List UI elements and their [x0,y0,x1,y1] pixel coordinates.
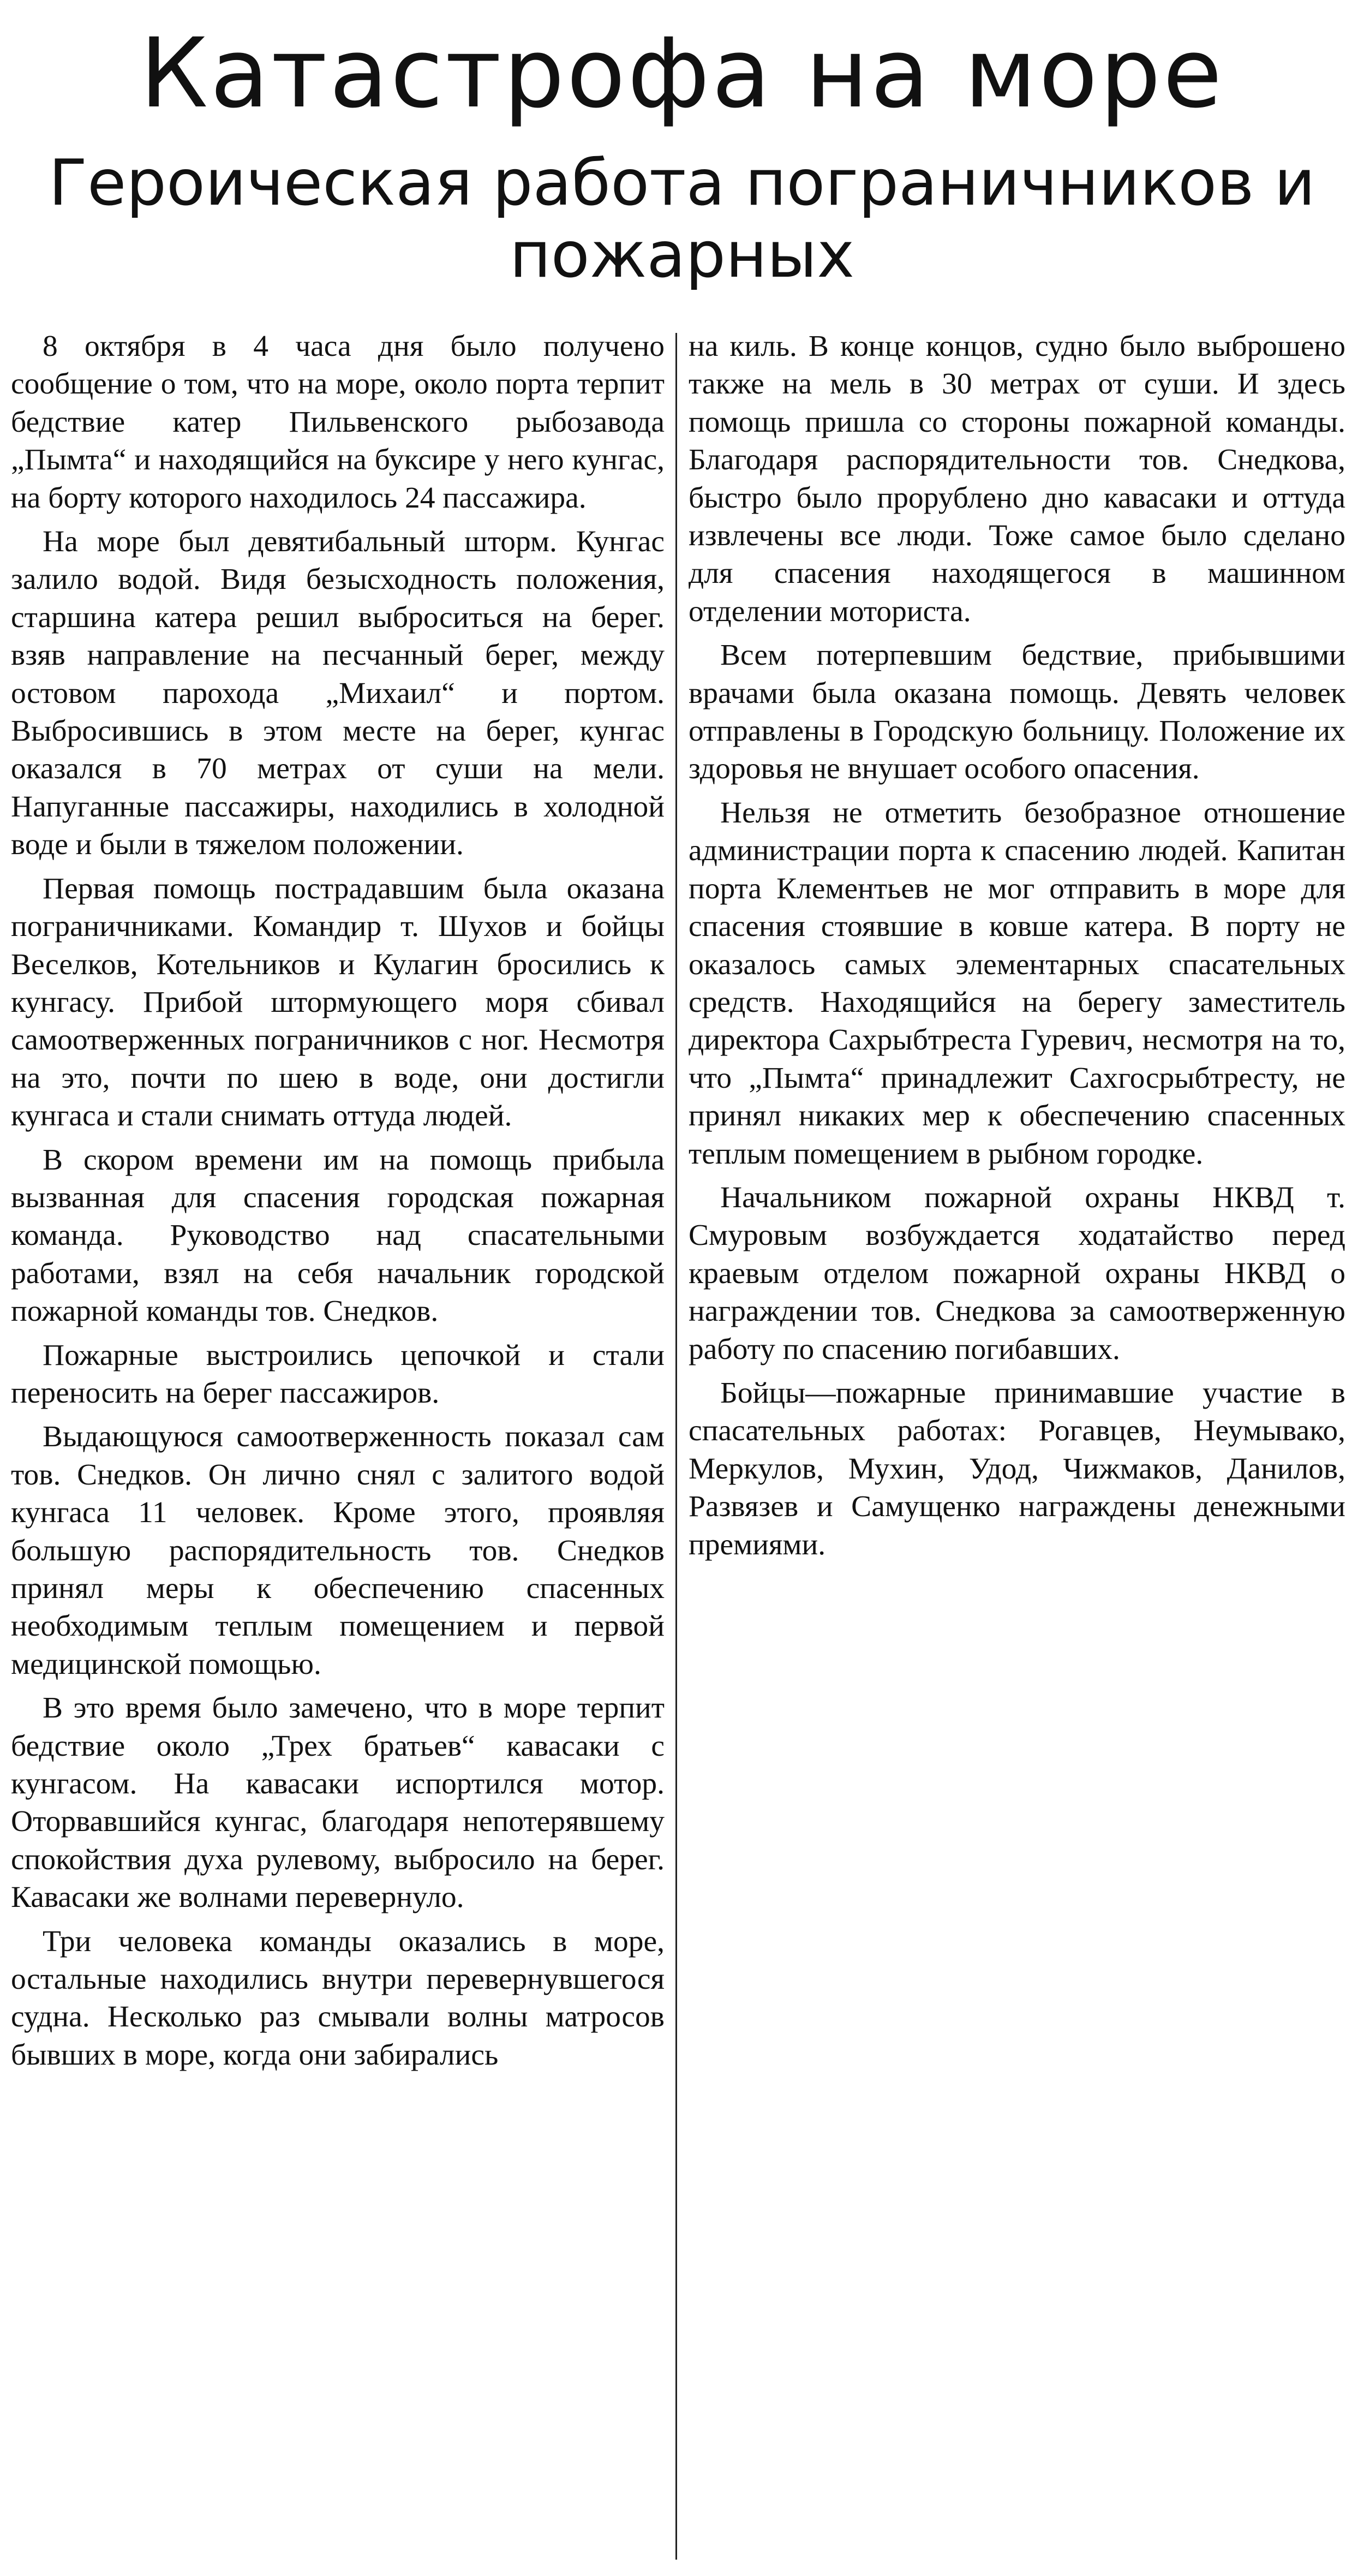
paragraph: Первая помощь пострадавшим была оказана пограничниками. Командир т. Шухов и бойцы Веселков, Котельников и Кулагин бросились к кунгасу. Прибой штормующего моря сбивал самоотверженных пограничников с ног. Несмотря на это, почти по шею в воде, они достигли кунгаса и стали снимать оттуда людей. [11,872,665,1133]
column-divider [675,333,677,2560]
paragraph: Нельзя не отметить безобразное отношение администрации порта к спасению людей. Капитан порта Клементьев не мог отправить в море для спасения стоявшие в ковше катера. В порту не оказалось самых элементарных спасательных средств. Находящийся на берегу заместитель директора Сахрыбтреста Гуревич, несмотря на то, что „Пымта“ принадлежит Сахгосрыбтресту, не принял никаких мер к обеспечению спасенных теплым помещением в рыбном городке. [689,796,1345,1171]
paragraph: В это время было замечено, что в море терпит бедствие около „Трех братьев“ кавасаки с кунгасом. На кавасаки испортился мотор. Оторвавшийся кунгас, благодаря непотерявшему спокойствия духа рулевому, выбросило на берег. Кавасаки же волнами перевернуло. [11,1691,665,1915]
article-headline: Катастрофа на море [140,17,1224,129]
paragraph: В скором времени им на помощь прибыла вызванная для спасения городская пожарная команда. Руководство над спасательными работами, взял на себя начальник городской пожарной команды тов. Снедков. [11,1143,665,1328]
paragraph: Выдающуюся самоотверженность показал сам тов. Снедков. Он лично снял с залитого водой кунгаса 11 человек. Кроме этого, проявляя большую распорядительность тов. Снедков принял меры к обеспечению спасенных необходимым теплым помещением и первой медицинской помощью. [11,1420,665,1681]
paragraph: Всем потерпевшим бедствие, прибывшими врачами была оказана помощь. Девять человек отправлены в Городскую больницу. Положение их здоровья не внушает особого опасения. [689,639,1345,786]
paragraph: На море был девятибальный шторм. Кунгас залило водой. Видя безысходность положения, старшина катера решил выброситься на берег. взяв направление на песчанный берег, между остовом парохода „Михаил“ и портом. Выбросившись в этом месте на берег, кунгас оказался в 70 метрах от суши на мели. Напуганные пассажиры, находились в холодной воде и были в тяжелом положении. [11,525,665,862]
article-column-right [689,327,1345,1564]
article-column-left [11,327,665,2074]
article-subheadline: Героическая работа пограничников и пожарных [49,146,1315,292]
paragraph: Начальником пожарной охраны НКВД т. Смуровым возбуждается ходатайство перед краевым отделом пожарной охраны НКВД о награждении тов. Снедкова за самоотверженную работу по спасению погибавших. [689,1180,1345,1366]
paragraph: Пожарные выстроились цепочкой и стали переносить на берег пассажиров. [11,1338,665,1410]
paragraph: Три человека команды оказались в море, остальные находились внутри перевернувшегося судна. Несколько раз смывали волны матросов бывших в море, когда они забирались [11,1924,665,2072]
paragraph: 8 октября в 4 часа дня было получено сообщение о том, что на море, около порта терпит бедствие катер Пильвенского рыбозавода „Пымта“ и находящийся на буксире у него кунгас, на борту которого находилось 24 пассажира. [11,330,665,515]
paragraph: Бойцы—пожарные принимавшие участие в спасательных работах: Рогавцев, Неумывако, Меркулов, Мухин, Удод, Чижмаков, Данилов, Развязев и Самущенко награждены денежными премиями. [689,1376,1345,1561]
paragraph-continuation: на киль. В конце концов, судно было выброшено также на мель в 30 метрах от суши. И здесь помощь пришла со стороны пожарной команды. Благодаря распорядительности тов. Снедкова, быстро было прорублено дно кавасаки и оттуда извлечены все люди. Тоже самое было сделано для спасения находящегося в машинном отделении моториста. [689,330,1345,628]
